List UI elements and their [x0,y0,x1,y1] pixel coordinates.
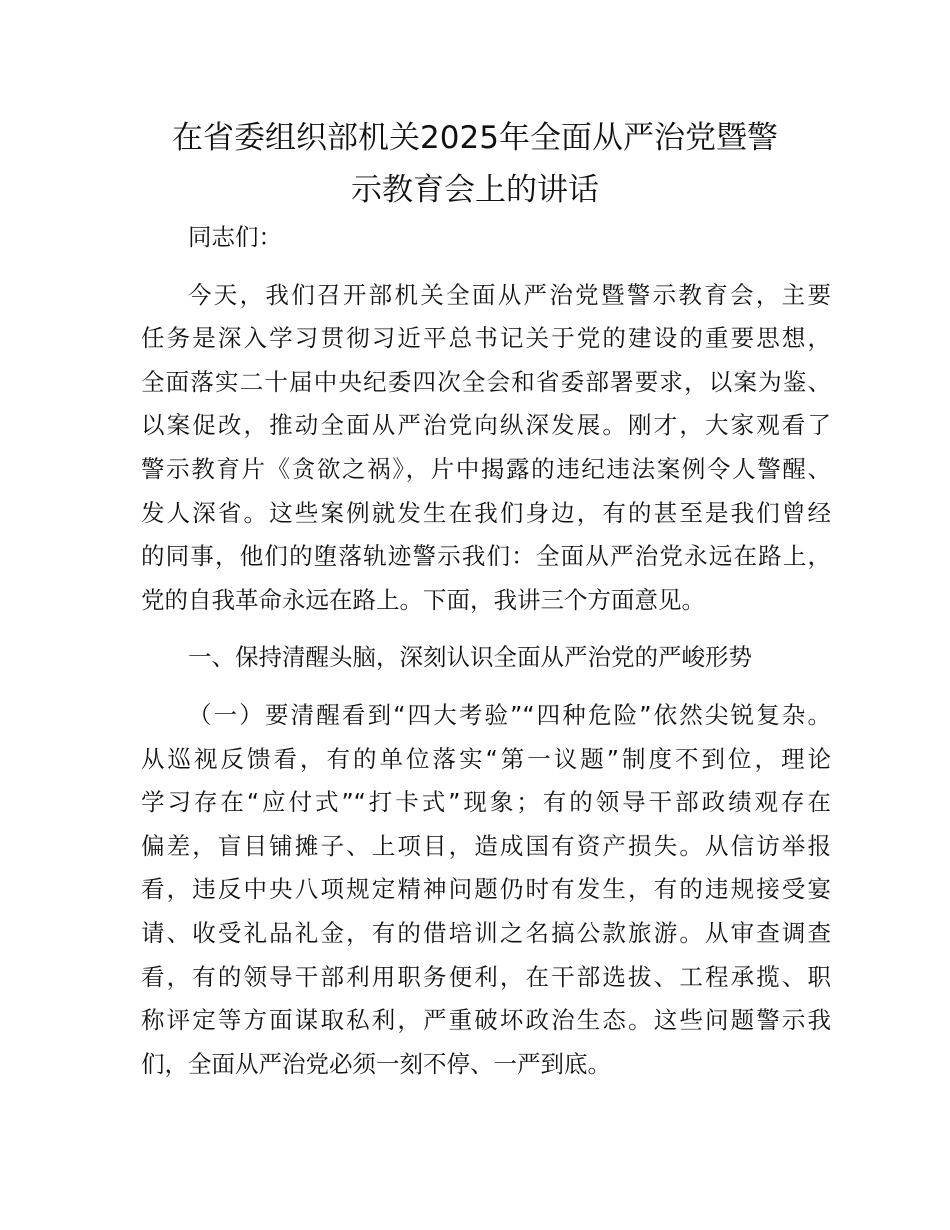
paragraph-1-line: 任务是深入学习贯彻习近平总书记关于党的建设的重要思想， [141,324,831,353]
paragraph-1-line: 党的自我革命永远在路上。下面，我讲三个方面意见。 [141,585,705,614]
paragraph-2 [141,694,831,1086]
paragraph-gap [141,260,831,274]
paragraph-1-line: 的同事，他们的堕落轨迹警示我们：全面从严治党永远在路上， [141,542,831,571]
document-title [100,112,850,216]
paragraph-1-line: 警示教育片《贪欲之祸》，片中揭露的违纪违法案例令人警醒、 [141,454,831,483]
paragraph-1-line: 发人深省。这些案例就发生在我们身边，有的甚至是我们曾经 [141,498,831,527]
paragraph-1 [141,274,831,623]
paragraph-2-line: 从巡视反馈看，有的单位落实“第一议题”制度不到位，理论 [141,744,831,773]
paragraph-2-line: 们，全面从严治党必须一刻不停、一严到底。 [141,1049,611,1078]
paragraph-2-line: 看，有的领导干部利用职务便利，在干部选拔、工程承揽、职 [141,962,831,991]
title-line-1: 在省委组织部机关2025年全面从严治党暨警 [172,120,778,156]
paragraph-2-line: （一）要清醒看到“四大考验”“四种危险”依然尖锐复杂。 [188,700,831,729]
paragraph-1-line: 今天，我们召开部机关全面从严治党暨警示教育会，主要 [188,280,831,309]
paragraph-2-line: 偏差，盲目铺摊子、上项目，造成国有资产损失。从信访举报 [141,831,831,860]
paragraph-2-line: 称评定等方面谋取私利，严重破坏政治生态。这些问题警示我 [141,1006,831,1035]
title-line-2: 示教育会上的讲话 [351,172,599,208]
salutation: 同志们： [188,223,282,251]
paragraph-1-line: 全面落实二十届中央纪委四次全会和省委部署要求，以案为鉴、 [141,367,831,396]
paragraph-2-line: 学习存在“应付式”“打卡式”现象；有的领导干部政绩观存在 [141,788,831,817]
paragraph-gap [141,680,831,694]
document-body [141,216,831,1086]
paragraph-2-line: 请、收受礼品礼金，有的借培训之名搞公款旅游。从审查调查 [141,918,831,947]
section-heading-1: 一、保持清醒头脑，深刻认识全面从严治党的严峻形势 [188,643,752,672]
paragraph-2-line: 看，违反中央八项规定精神问题仍时有发生，有的违规接受宴 [141,875,831,904]
paragraph-1-line: 以案促改，推动全面从严治党向纵深发展。刚才，大家观看了 [141,411,831,440]
paragraph-gap [141,622,831,636]
